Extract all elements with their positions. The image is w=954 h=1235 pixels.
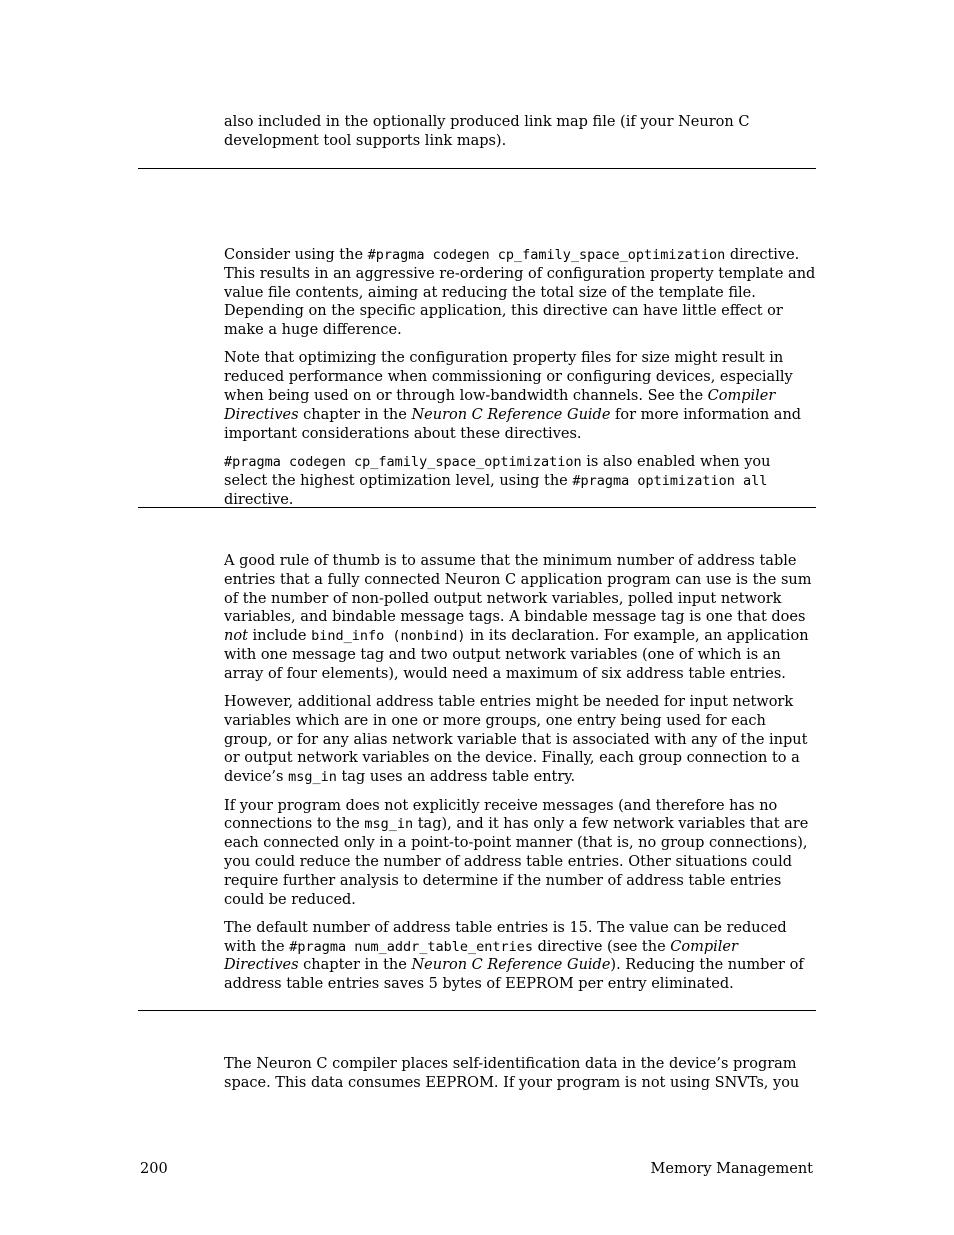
code-pragma-cp-family: #pragma codegen cp_family_space_optimization <box>367 247 726 263</box>
intro-text: also included in the optionally produced link map file (if your Neuron C development tool supports link maps). <box>224 114 750 149</box>
ref-neuron-c-reference-guide: Neuron C Reference Guide <box>411 957 611 974</box>
chapter-title: Memory Management <box>650 1161 813 1177</box>
section-divider <box>138 168 816 169</box>
cp-paragraph-1: Consider using the #pragma codegen cp_family_space_optimization directive. This results in an aggressive re-ordering of configuration property template and value file contents, aiming at reducing the total size of the template file. Depending on the specific application, this directive can have little effect or make a huge difference. <box>224 247 816 339</box>
ref-compiler-directives: Compiler Directives <box>224 388 776 423</box>
cp-paragraph-2: Note that optimizing the configuration property files for size might result in reduced performance when commissioning or configuring devices, especially when being used on or through low-bandwidth channels. See the Compiler Directives chapter in the Neuron C Reference Guide for more information and important considerations about these directives. <box>224 350 802 442</box>
selfid-paragraph-1: The Neuron C compiler places self-identification data in the device’s program space. This data consumes EEPROM. If your program is not using SNVTs, you <box>224 1056 800 1091</box>
addr-paragraph-2: However, additional address table entries might be needed for input network variables which are in one or more groups, one entry being used for each group, or for any alias network variable that is associated with any of the input or output network variables on the device. Finally, each group connection to a device’s msg_in tag uses an address table entry. <box>224 694 808 786</box>
section-address-table <box>224 552 816 994</box>
ref-compiler-directives: Compiler Directives <box>224 938 738 974</box>
code-bind-info-nonbind: bind_info (nonbind) <box>311 628 466 645</box>
code-msg-in: msg_in <box>364 816 414 833</box>
page-number: 200 <box>140 1161 168 1177</box>
section-divider <box>138 1010 816 1011</box>
section-cp-optimization <box>224 246 816 509</box>
addr-paragraph-3: If your program does not explicitly receive messages (and therefore has no connections to the msg_in tag), and it has only a few network variables that are each connected only in a point-to-point manner (that is, no group connections), you could reduce the number of address table entries. Other situations could require further analysis to determine if the number of address table entries could be reduced. <box>224 797 809 908</box>
code-msg-in: msg_in <box>288 769 337 786</box>
section-self-identification <box>224 1055 816 1093</box>
cp-paragraph-3: #pragma codegen cp_family_space_optimization is also enabled when you select the highest optimization level, using the #pragma optimization all directive. <box>224 453 771 508</box>
addr-paragraph-1: A good rule of thumb is to assume that the minimum number of address table entries that a fully connected Neuron C application program can use is the sum of the number of non-polled output network variables, polled input network variables, and bindable message tags. A bindable message tag is one that does not include bind_info (nonbind) in its declaration. For example, an application with one message tag and two output network variables (one of which is an array of four elements), would need a maximum of six address table entries. <box>224 553 812 682</box>
code-pragma-cp-family: #pragma codegen cp_family_space_optimization <box>224 453 582 470</box>
code-pragma-num-addr-table-entries: #pragma num_addr_table_entries <box>289 938 534 955</box>
ref-neuron-c-reference-guide: Neuron C Reference Guide <box>411 406 611 423</box>
addr-paragraph-4: The default number of address table entries is 15. The value can be reduced with the #pragma num_addr_table_entries directive (see the Compiler Directives chapter in the Neuron C Reference Guide). Reducing the number of address table entries saves 5 bytes of EEPROM per entry eliminated. <box>224 919 804 993</box>
code-pragma-optimization-all: #pragma optimization all <box>572 472 768 489</box>
intro-paragraph <box>224 113 816 151</box>
section-divider <box>138 507 816 508</box>
